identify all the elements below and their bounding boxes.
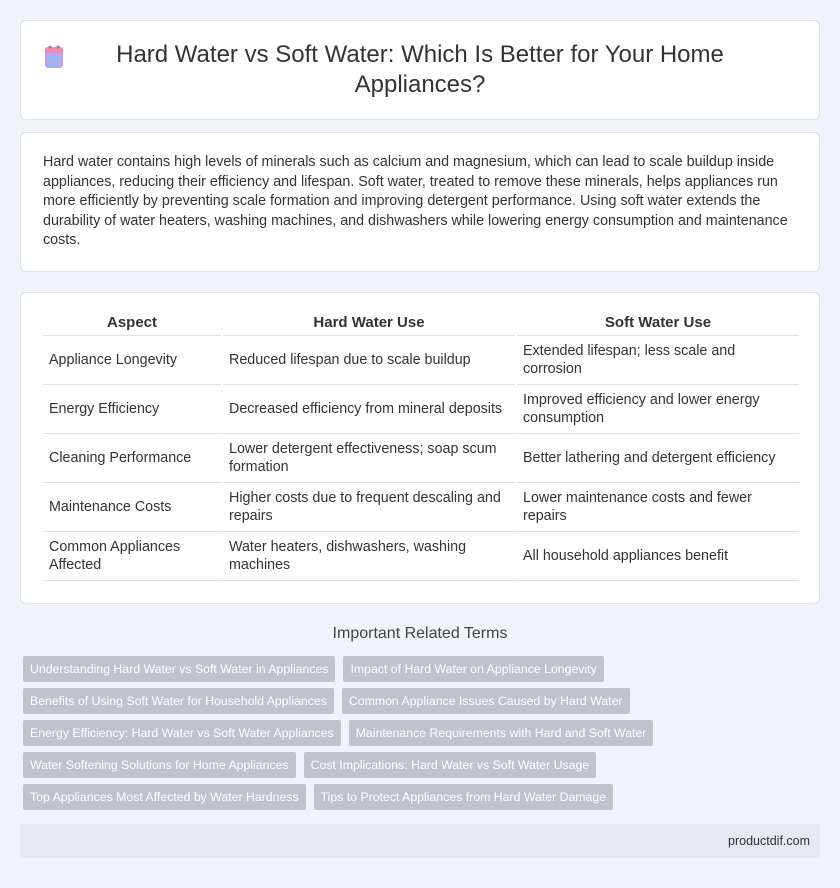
- table-row: [43, 434, 799, 483]
- tag-row: [23, 656, 823, 682]
- comparison-table: [41, 313, 801, 581]
- header-hard-water: Hard Water Use: [223, 313, 515, 336]
- cell-soft-water: Extended lifespan; less scale and corrosion: [517, 336, 799, 385]
- related-term-tag[interactable]: Energy Efficiency: Hard Water vs Soft Water Appliances: [23, 720, 341, 746]
- cell-hard-water: Decreased efficiency from mineral deposits: [223, 385, 515, 434]
- related-terms-tags: [23, 656, 823, 816]
- table-row: [43, 336, 799, 385]
- related-term-tag[interactable]: Benefits of Using Soft Water for Household Appliances: [23, 688, 334, 714]
- footer-site-link[interactable]: productdif.com: [728, 834, 810, 848]
- cell-soft-water: Lower maintenance costs and fewer repairs: [517, 483, 799, 532]
- cell-aspect: Maintenance Costs: [43, 483, 221, 532]
- cell-soft-water: Better lathering and detergent efficiency: [517, 434, 799, 483]
- tag-row: [23, 720, 823, 746]
- related-term-tag[interactable]: Common Appliance Issues Caused by Hard Water: [342, 688, 630, 714]
- intro-card: [20, 132, 820, 272]
- header-aspect: Aspect: [43, 313, 221, 336]
- cell-hard-water: Lower detergent effectiveness; soap scum formation: [223, 434, 515, 483]
- related-term-tag[interactable]: Maintenance Requirements with Hard and Soft Water: [349, 720, 654, 746]
- table-row: [43, 532, 799, 581]
- table-row: [43, 483, 799, 532]
- cell-hard-water: Higher costs due to frequent descaling and repairs: [223, 483, 515, 532]
- cell-hard-water: Reduced lifespan due to scale buildup: [223, 336, 515, 385]
- page-title: Hard Water vs Soft Water: Which Is Better for Your Home Appliances?: [116, 41, 724, 98]
- intro-paragraph: Hard water contains high levels of minerals such as calcium and magnesium, which can lead to scale buildup inside appliances, reducing their efficiency and lifespan. Soft water, treated to remove these minerals, helps appliances run more efficiently by preventing scale formation and improving detergent performance. Using soft water extends the durability of water heaters, washing machines, and dishwashers while lowering energy consumption and maintenance costs.: [43, 154, 788, 249]
- document-icon: [41, 44, 67, 70]
- related-term-tag[interactable]: Water Softening Solutions for Home Appliances: [23, 752, 296, 778]
- tag-row: [23, 688, 823, 714]
- cell-soft-water: All household appliances benefit: [517, 532, 799, 581]
- table-header-row: [43, 313, 799, 336]
- tag-row: [23, 784, 823, 810]
- header-soft-water: Soft Water Use: [517, 313, 799, 336]
- related-term-tag[interactable]: Tips to Protect Appliances from Hard Water Damage: [314, 784, 613, 810]
- cell-aspect: Cleaning Performance: [43, 434, 221, 483]
- cell-aspect: Energy Efficiency: [43, 385, 221, 434]
- related-terms-heading: Important Related Terms: [332, 625, 508, 642]
- cell-hard-water: Water heaters, dishwashers, washing machines: [223, 532, 515, 581]
- related-term-tag[interactable]: Understanding Hard Water vs Soft Water in Appliances: [23, 656, 335, 682]
- related-term-tag[interactable]: Cost Implications: Hard Water vs Soft Water Usage: [304, 752, 597, 778]
- tag-row: [23, 752, 823, 778]
- table-row: [43, 385, 799, 434]
- title-wrap: [91, 40, 749, 100]
- title-card: [20, 20, 820, 120]
- related-term-tag[interactable]: Top Appliances Most Affected by Water Hardness: [23, 784, 306, 810]
- cell-aspect: Common Appliances Affected: [43, 532, 221, 581]
- footer: [20, 824, 820, 858]
- cell-soft-water: Improved efficiency and lower energy consumption: [517, 385, 799, 434]
- comparison-table-card: [20, 292, 820, 604]
- related-term-tag[interactable]: Impact of Hard Water on Appliance Longevity: [343, 656, 603, 682]
- cell-aspect: Appliance Longevity: [43, 336, 221, 385]
